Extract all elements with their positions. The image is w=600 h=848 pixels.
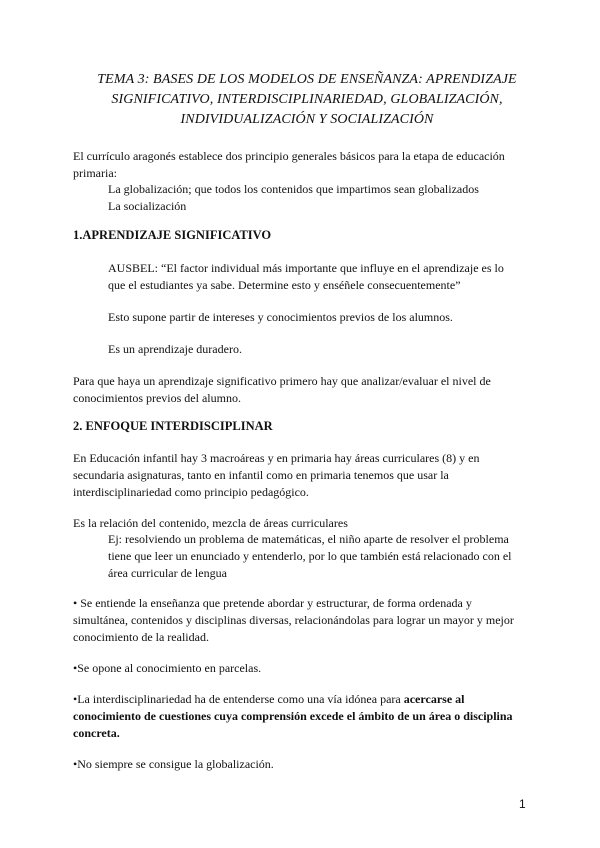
text-bold: acercarse al [403,692,465,706]
bullet-paragraph [73,691,533,742]
text-line: conocimiento de la realidad. [73,630,209,644]
paragraph: Es un aprendizaje duradero. [108,342,242,356]
bullet-paragraph [73,595,533,646]
text-line: Ej: resolviendo un problema de matemáticas, el niño aparte de resolver el problema [108,532,509,546]
text-normal: •La interdisciplinariedad ha de entenderse como una vía idónea para [73,692,404,706]
text-line: • Se entiende la enseñanza que pretende abordar y estructurar, de forma ordenada y [73,596,472,610]
title-line: TEMA 3: BASES DE LOS MODELOS DE ENSEÑANZA: APRENDIZAJE [97,72,517,87]
text-line: conocimiento de cuestiones cuya comprensión excede el ámbito de un área o disciplina [73,709,513,723]
paragraph [73,450,533,501]
text-line [73,691,533,708]
text-line: que el estudiantes ya sabe. Determine esto y enséñele consecuentemente” [108,278,461,292]
quote-paragraph [108,260,528,294]
text-line: AUSBEL: “El factor individual más importante que influye en el aprendizaje es lo [108,261,504,275]
intro-paragraph [73,148,533,182]
text-line: concreta. [73,726,120,740]
text-line: tiene que leer un enunciado y entenderlo, por lo que también está relacionado con el [108,549,512,563]
text-line: área curricular de lengua [108,566,227,580]
example-paragraph [108,531,528,582]
paragraph: Es la relación del contenido, mezcla de áreas curriculares [73,516,348,530]
section-heading: 1.APRENDIZAJE SIGNIFICATIVO [73,228,272,242]
text-line: simultánea, contenidos y disciplinas diversas, relacionándolas para lograr un mayor y mejor [73,613,514,627]
title-line: SIGNIFICATIVO, INTERDISCIPLINARIEDAD, GLOBALIZACIÓN, [111,92,503,107]
paragraph: Esto supone partir de intereses y conocimientos previos de los alumnos. [108,310,453,324]
document-title [72,70,542,130]
text-line: conocimientos previos del alumno. [73,391,241,405]
text-line: secundaria asignaturas, tanto en infantil como en primaria tenemos que usar la [73,468,449,482]
text-line: En Educación infantil hay 3 macroáreas y en primaria hay áreas curriculares (8) y en [73,451,480,465]
section-heading: 2. ENFOQUE INTERDISCIPLINAR [73,419,273,433]
page-number: 1 [519,797,526,811]
text-line: primaria: [73,166,117,180]
bullet-paragraph: •Se opone al conocimiento en parcelas. [73,661,262,675]
intro-item: La globalización; que todos los contenidos que impartimos sean globalizados [108,182,479,196]
bullet-paragraph: •No siempre se consigue la globalización. [73,757,274,771]
text-line: Para que haya un aprendizaje significativo primero hay que analizar/evaluar el nivel de [73,374,491,388]
paragraph [73,373,533,407]
intro-item: La socialización [108,199,187,213]
text-line: El currículo aragonés establece dos principio generales básicos para la etapa de educación [73,149,505,163]
text-line: interdisciplinariedad como principio pedagógico. [73,485,309,499]
title-line: INDIVIDUALIZACIÓN Y SOCIALIZACIÓN [180,112,434,127]
